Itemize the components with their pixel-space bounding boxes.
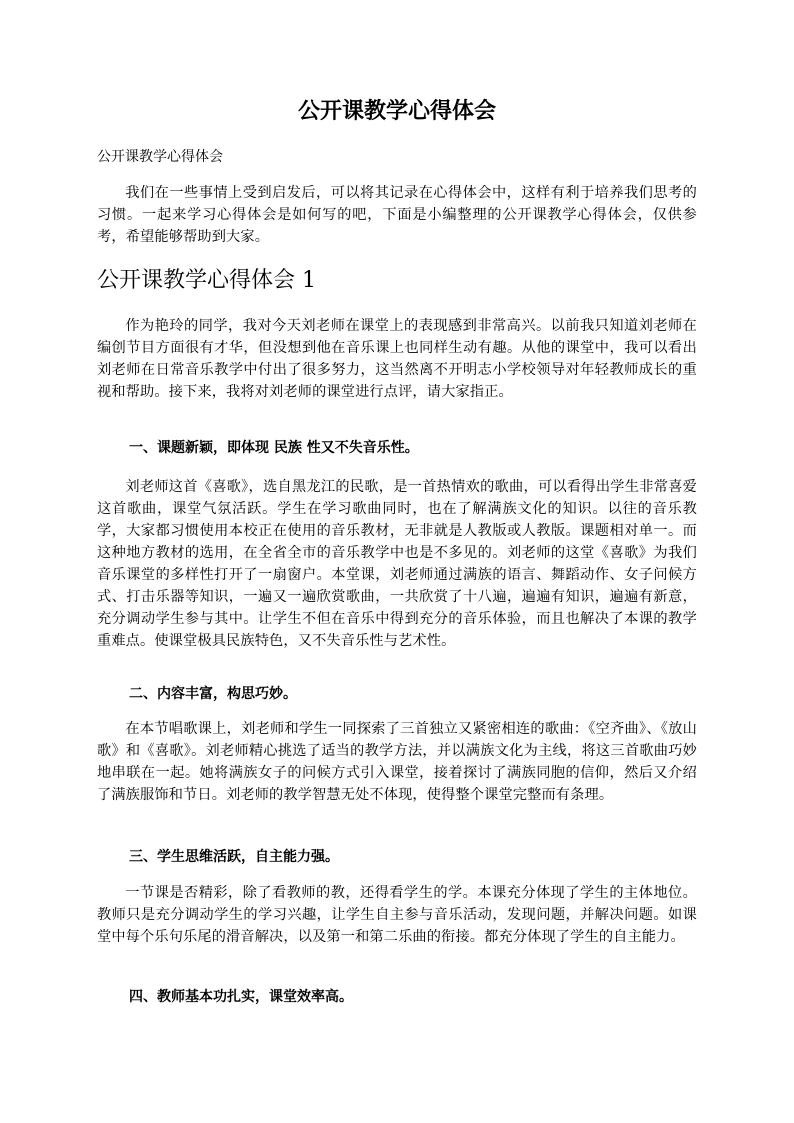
intro-paragraph: 我们在一些事情上受到启发后，可以将其记录在心得体会中，这样有利于培养我们思考的习惯。一起来学习心得体会是如何写的吧，下面是小编整理的公开课教学心得体会，仅供参考，希望能够帮助到大家。 [97,185,697,245]
section-paragraph: 作为艳玲的同学，我对今天刘老师在课堂上的表现感到非常高兴。以前我只知道刘老师在编创节目方面很有才华，但没想到他在音乐课上也同样生动有趣。从他的课堂中，我可以看出刘老师在日常音乐教学中付出了很多努力，这当然离不开明志小学校领导对年轻教师成长的重视和帮助。接下来，我将对刘老师的课堂进行点评，请大家指正。 [97,318,697,400]
point-heading-4: 四、教师基本功扎实，课堂效率高。 [129,989,353,1005]
section-heading: 公开课教学心得体会 1 [97,268,316,293]
point-heading-2: 二、内容丰富，构思巧妙。 [129,686,297,702]
point-heading-1: 一、课题新颖，即体现 民族 性又不失音乐性。 [129,440,419,456]
point-heading-3: 三、学生思维活跃，自主能力强。 [129,849,339,865]
point-body-3: 一节课是否精彩，除了看教师的教，还得看学生的学。本课充分体现了学生的主体地位。教师只是充分调动学生的学习兴趣，让学生自主参与音乐活动，发现问题，并解决问题。如课堂中每个乐句乐尾的滑音解决，以及第一和第二乐曲的衔接。都充分体现了学生的自主能力。 [97,885,697,945]
point-body-1: 刘老师这首《喜歌》，选自黑龙江的民歌，是一首热情欢的歌曲，可以看得出学生非常喜爱这首歌曲，课堂气氛活跃。学生在学习歌曲同时，也在了解满族文化的知识。以往的音乐教学，大家都习惯使用本校正在使用的音乐教材，无非就是人教版或人教版。课题相对单一。而这种地方教材的选用，在全省全市的音乐教学中也是不多见的。刘老师的这堂《喜歌》为我们音乐课堂的多样性打开了一扇窗户。本堂课，刘老师通过满族的语言、舞蹈动作、女子问候方式、打击乐器等知识，一遍又一遍欣赏歌曲，一共欣赏了十八遍，遍遍有知识，遍遍有新意，充分调动学生参与其中。让学生不但在音乐中得到充分的音乐体验，而且也解决了本课的教学重难点。使课堂极具民族特色，又不失音乐性与艺术性。 [97,479,697,649]
document-title: 公开课教学心得体会 [297,98,496,124]
document-subtitle: 公开课教学心得体会 [97,149,223,165]
point-body-2: 在本节唱歌课上，刘老师和学生一同探索了三首独立又紧密相连的歌曲：《空齐曲》、《放山歌》和《喜歌》。刘老师精心挑选了适当的教学方法，并以满族文化为主线，将这三首歌曲巧妙地串联在一起。她将满族女子的问候方式引入课堂，接着探讨了满族同胞的信仰，然后又介绍了满族服饰和节日。刘老师的教学智慧无处不体现，使得整个课堂完整而有条理。 [97,721,697,803]
